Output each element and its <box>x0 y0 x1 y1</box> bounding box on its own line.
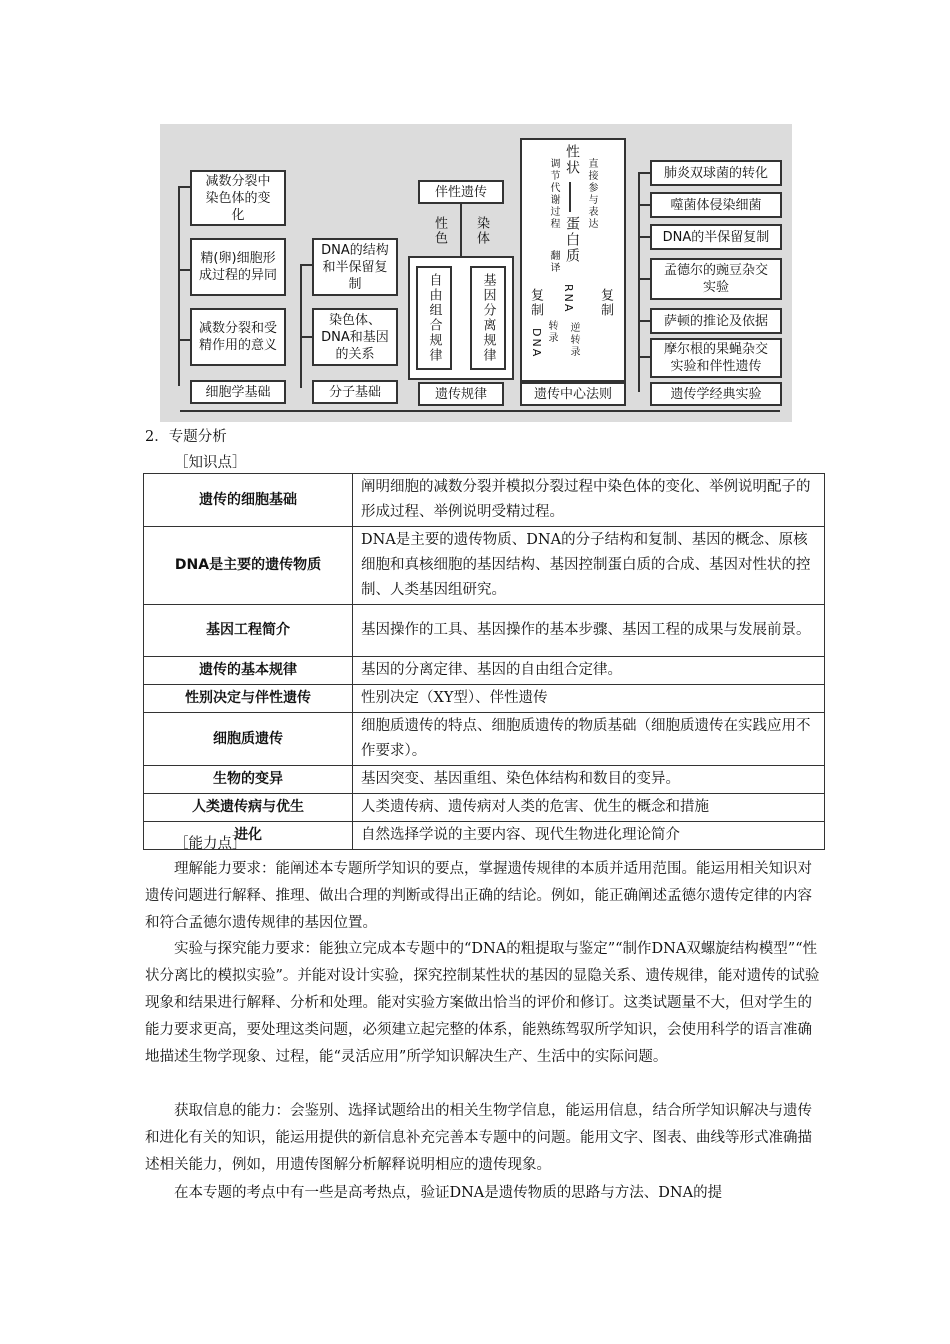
table-row <box>144 657 825 685</box>
topic-cell: 人类遗传病与优生 <box>144 794 353 822</box>
col4-protein: 蛋白质 <box>564 216 580 264</box>
col4-replicate-left: 复制 <box>528 288 543 318</box>
col5-tick-5 <box>638 320 650 322</box>
diagram-bottom-bus <box>180 410 780 412</box>
topic-cell: 基因工程简介 <box>144 605 353 657</box>
content-cell: 性别决定（XY型）、伴性遗传 <box>353 685 825 713</box>
content-cell: 细胞质遗传的特点、细胞质遗传的物质基础（细胞质遗传在实践应用不作要求）。 <box>353 713 825 766</box>
section-heading: 2．专题分析 <box>145 429 227 445</box>
topic-cell: 遗传的基本规律 <box>144 657 353 685</box>
col1-base: 细胞学基础 <box>190 380 286 404</box>
col3-base: 遗传规律 <box>418 382 504 406</box>
col1-connector <box>178 186 180 386</box>
knowledge-table <box>143 473 825 850</box>
table-row <box>144 527 825 605</box>
table-row <box>144 685 825 713</box>
topic-cell: DNA是主要的遗传物质 <box>144 527 353 605</box>
table-row <box>144 713 825 766</box>
topic-cell: 遗传的细胞基础 <box>144 474 353 527</box>
col3-side-right: 染体 <box>474 216 489 246</box>
col5-tick-3 <box>638 236 650 238</box>
paragraph-hotspots: 在本专题的考点中有一些是高考热点，验证DNA是遗传物质的思路与方法、DNA的提 <box>174 1185 723 1201</box>
col1-tick-3 <box>178 339 190 341</box>
col5-item-4: 孟德尔的豌豆杂交实验 <box>650 258 782 300</box>
table-row <box>144 766 825 794</box>
col2-item-1: DNA的结构和半保留复制 <box>312 238 398 296</box>
topic-cell: 生物的变异 <box>144 766 353 794</box>
content-cell: DNA是主要的遗传物质、DNA的分子结构和复制、基因的概念、原核细胞和真核细胞的基因结构、基因控制蛋白质的合成、基因对性状的控制、人类基因组研究。 <box>353 527 825 605</box>
topic-cell: 细胞质遗传 <box>144 713 353 766</box>
col4-direct: 直接参与表达 <box>586 158 597 230</box>
col5-tick-1 <box>638 172 650 174</box>
col5-item-1: 肺炎双球菌的转化 <box>650 160 782 186</box>
col1-tick-1 <box>178 186 190 188</box>
col4-trait: 性状 <box>564 144 580 176</box>
col2-connector <box>300 264 302 388</box>
knowledge-structure-diagram <box>160 124 792 422</box>
col4-rna: RNA <box>562 284 575 314</box>
col5-tick-4 <box>638 278 650 280</box>
ability-label: ［能力点］ <box>174 836 247 852</box>
col3-top: 伴性遗传 <box>418 180 504 204</box>
table-row <box>144 474 825 527</box>
col5-item-6: 摩尔根的果蝇杂交实验和伴性遗传 <box>650 338 782 378</box>
col4-arrow-shaft <box>569 182 571 212</box>
col4-dna: DNA <box>530 328 543 359</box>
paragraph-experiment: 实验与探究能力要求：能独立完成本专题中的“DNA的粗提取与鉴定”“制作DNA双螺旋结构模型”“性状分离比的模拟实验”。并能对设计实验，探究控制某性状的基因的显隐关系、遗传规律，能对遗传的试验现象和结果进行解释、分析和处理。能对实验方案做出恰当的评价和修订。这类试题量不大，但对学生的能力要求更高，要处理这类问题，必须建立起完整的体系，能熟练驾驭所学知识，会使用科学的语言准确地描述生物学现象、过程，能“灵活应用”所学知识解决生产、生活中的实际问题。 <box>145 941 820 1065</box>
col3-arrow-shaft <box>460 204 462 258</box>
col1-tick-2 <box>178 269 190 271</box>
content-cell: 基因的分离定律、基因的自由组合定律。 <box>353 657 825 685</box>
col4-replicate-right: 复制 <box>598 288 613 318</box>
col4-base: 遗传中心法则 <box>520 382 626 406</box>
col5-item-2: 噬菌体侵染细菌 <box>650 192 782 218</box>
content-cell: 人类遗传病、遗传病对人类的危害、优生的概念和措施 <box>353 794 825 822</box>
col2-base: 分子基础 <box>312 380 398 404</box>
topic-cell: 性别决定与伴性遗传 <box>144 685 353 713</box>
col2-tick-1 <box>300 264 312 266</box>
content-cell: 阐明细胞的减数分裂并模拟分裂过程中染色体的变化、举例说明配子的形成过程、举例说明受精过程。 <box>353 474 825 527</box>
col5-tick-6 <box>638 356 650 358</box>
col3-left: 自由组合规律 <box>416 266 452 370</box>
col1-item-1: 减数分裂中染色体的变化 <box>190 170 286 226</box>
topic-cell: 进化 <box>144 822 353 850</box>
knowledge-label: ［知识点］ <box>174 455 247 471</box>
col5-base: 遗传学经典实验 <box>650 382 782 406</box>
content-cell: 基因突变、基因重组、染色体结构和数目的变异。 <box>353 766 825 794</box>
table-row <box>144 605 825 657</box>
paragraph-information: 获取信息的能力：会鉴别、选择试题给出的相关生物学信息，能运用信息，结合所学知识解决与遗传和进化有关的知识，能运用提供的新信息补充完善本专题中的问题。能用文字、图表、曲线等形式准确描述相关能力，例如，用遗传图解分析解释说明相应的遗传现象。 <box>145 1103 812 1173</box>
col5-item-5: 萨顿的推论及依据 <box>650 308 782 334</box>
col1-item-3: 减数分裂和受精作用的意义 <box>190 308 286 366</box>
content-cell: 自然选择学说的主要内容、现代生物进化理论简介 <box>353 822 825 850</box>
col5-tick-2 <box>638 204 650 206</box>
col5-item-3: DNA的半保留复制 <box>650 224 782 250</box>
col4-transcribe: 转录 <box>546 320 557 344</box>
col3-side-left: 性色 <box>432 216 447 246</box>
content-cell: 基因操作的工具、基因操作的基本步骤、基因工程的成果与发展前景。 <box>353 605 825 657</box>
col3-right: 基因分离规律 <box>470 266 506 370</box>
paragraph-understanding: 理解能力要求：能阐述本专题所学知识的要点，掌握遗传规律的本质并适用范围。能运用相关知识对遗传问题进行解释、推理、做出合理的判断或得出正确的结论。例如，能正确阐述孟德尔遗传定律的内容和符合孟德尔遗传规律的基因位置。 <box>145 861 812 931</box>
col4-regulate: 调节代谢过程 <box>548 158 559 230</box>
col4-reverse: 逆转录 <box>568 322 579 358</box>
col2-item-2: 染色体、DNA和基因的关系 <box>312 308 398 366</box>
col4-translate: 翻译 <box>548 250 559 274</box>
table-row <box>144 794 825 822</box>
col2-tick-2 <box>300 336 312 338</box>
col1-item-2: 精(卵)细胞形成过程的异同 <box>190 238 286 296</box>
